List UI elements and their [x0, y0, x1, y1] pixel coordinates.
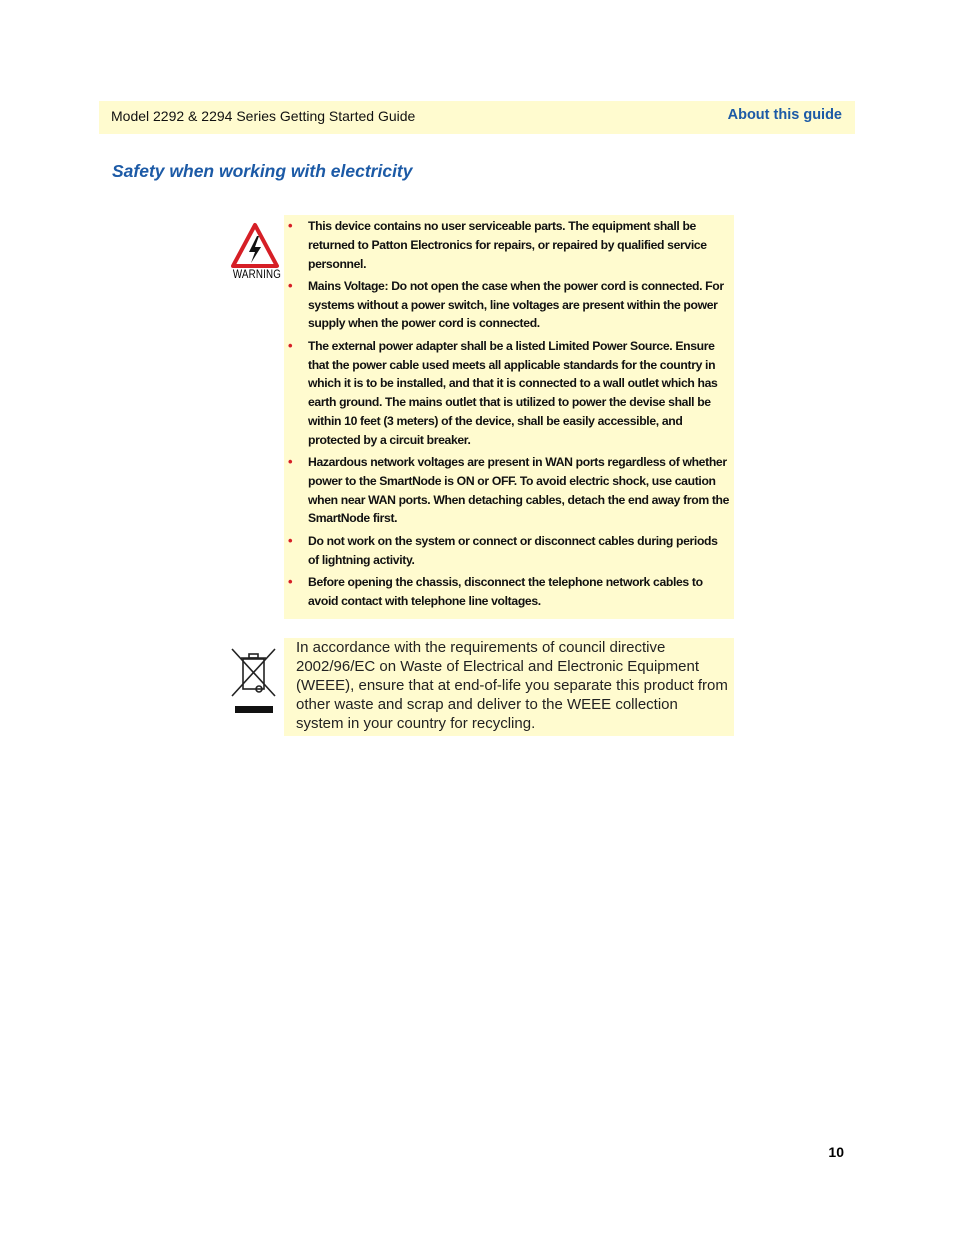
warning-caption: WARNING	[232, 269, 281, 281]
list-item-text: Do not work on the system or connect or disconnect cables during periods of lightning activity.	[308, 533, 718, 567]
list-item-text: Hazardous network voltages are present in WAN ports regardless of whether power to the SmartNode is ON or OFF. To avoid electric shock, use caution when near WAN ports. When detaching cables, detach the end away from the SmartNode first.	[308, 455, 730, 526]
list-item	[284, 532, 734, 570]
bullet-icon: •	[288, 218, 293, 233]
warning-electricity-icon	[229, 222, 281, 288]
bullet-icon: •	[288, 532, 293, 548]
page-number: 10	[828, 1144, 844, 1160]
list-item	[284, 337, 734, 450]
list-item	[284, 217, 734, 273]
list-item-text: This device contains no user serviceable parts. The equipment shall be returned to Patton Electronics for repairs, or repaired by qualified service personnel.	[308, 219, 707, 271]
chapter-title: About this guide	[727, 107, 842, 123]
list-item	[284, 453, 734, 528]
list-item	[284, 573, 734, 611]
weee-crossed-bin-icon	[229, 646, 279, 716]
bullet-icon: •	[288, 573, 293, 589]
bullet-icon: •	[288, 337, 293, 353]
bullet-icon: •	[288, 277, 293, 293]
list-item	[284, 277, 734, 333]
warning-callout	[284, 215, 734, 619]
page-header	[99, 101, 855, 134]
weee-notice	[284, 638, 734, 736]
list-item-text: The external power adapter shall be a listed Limited Power Source. Ensure that the power cable used meets all applicable standards for the country in which it is to be installed, and that it is connected to a wall outlet which has earth ground. The mains outlet that is utilized to power the devise shall be within 10 feet (3 meters) of the device, shall be easily accessible, and protected by a circuit breaker.	[308, 338, 718, 447]
document-title: Model 2292 & 2294 Series Getting Started Guide	[111, 108, 416, 124]
section-heading: Safety when working with electricity	[112, 161, 413, 181]
warning-list	[284, 217, 734, 614]
bullet-icon: •	[288, 454, 293, 470]
weee-text: In accordance with the requirements of council directive 2002/96/EC on Waste of Electrical and Electronic Equipment (WEEE), ensure that at end-of-life you separate this product from other waste and scrap and deliver to the WEEE collection system in your country for recycling.	[296, 639, 728, 732]
list-item-text: Before opening the chassis, disconnect the telephone network cables to avoid contact with telephone line voltages.	[308, 574, 703, 608]
list-item-text: Mains Voltage: Do not open the case when the power cord is connected. For systems without a power switch, line voltages are present within the power supply when the power cord is connected.	[308, 278, 724, 331]
